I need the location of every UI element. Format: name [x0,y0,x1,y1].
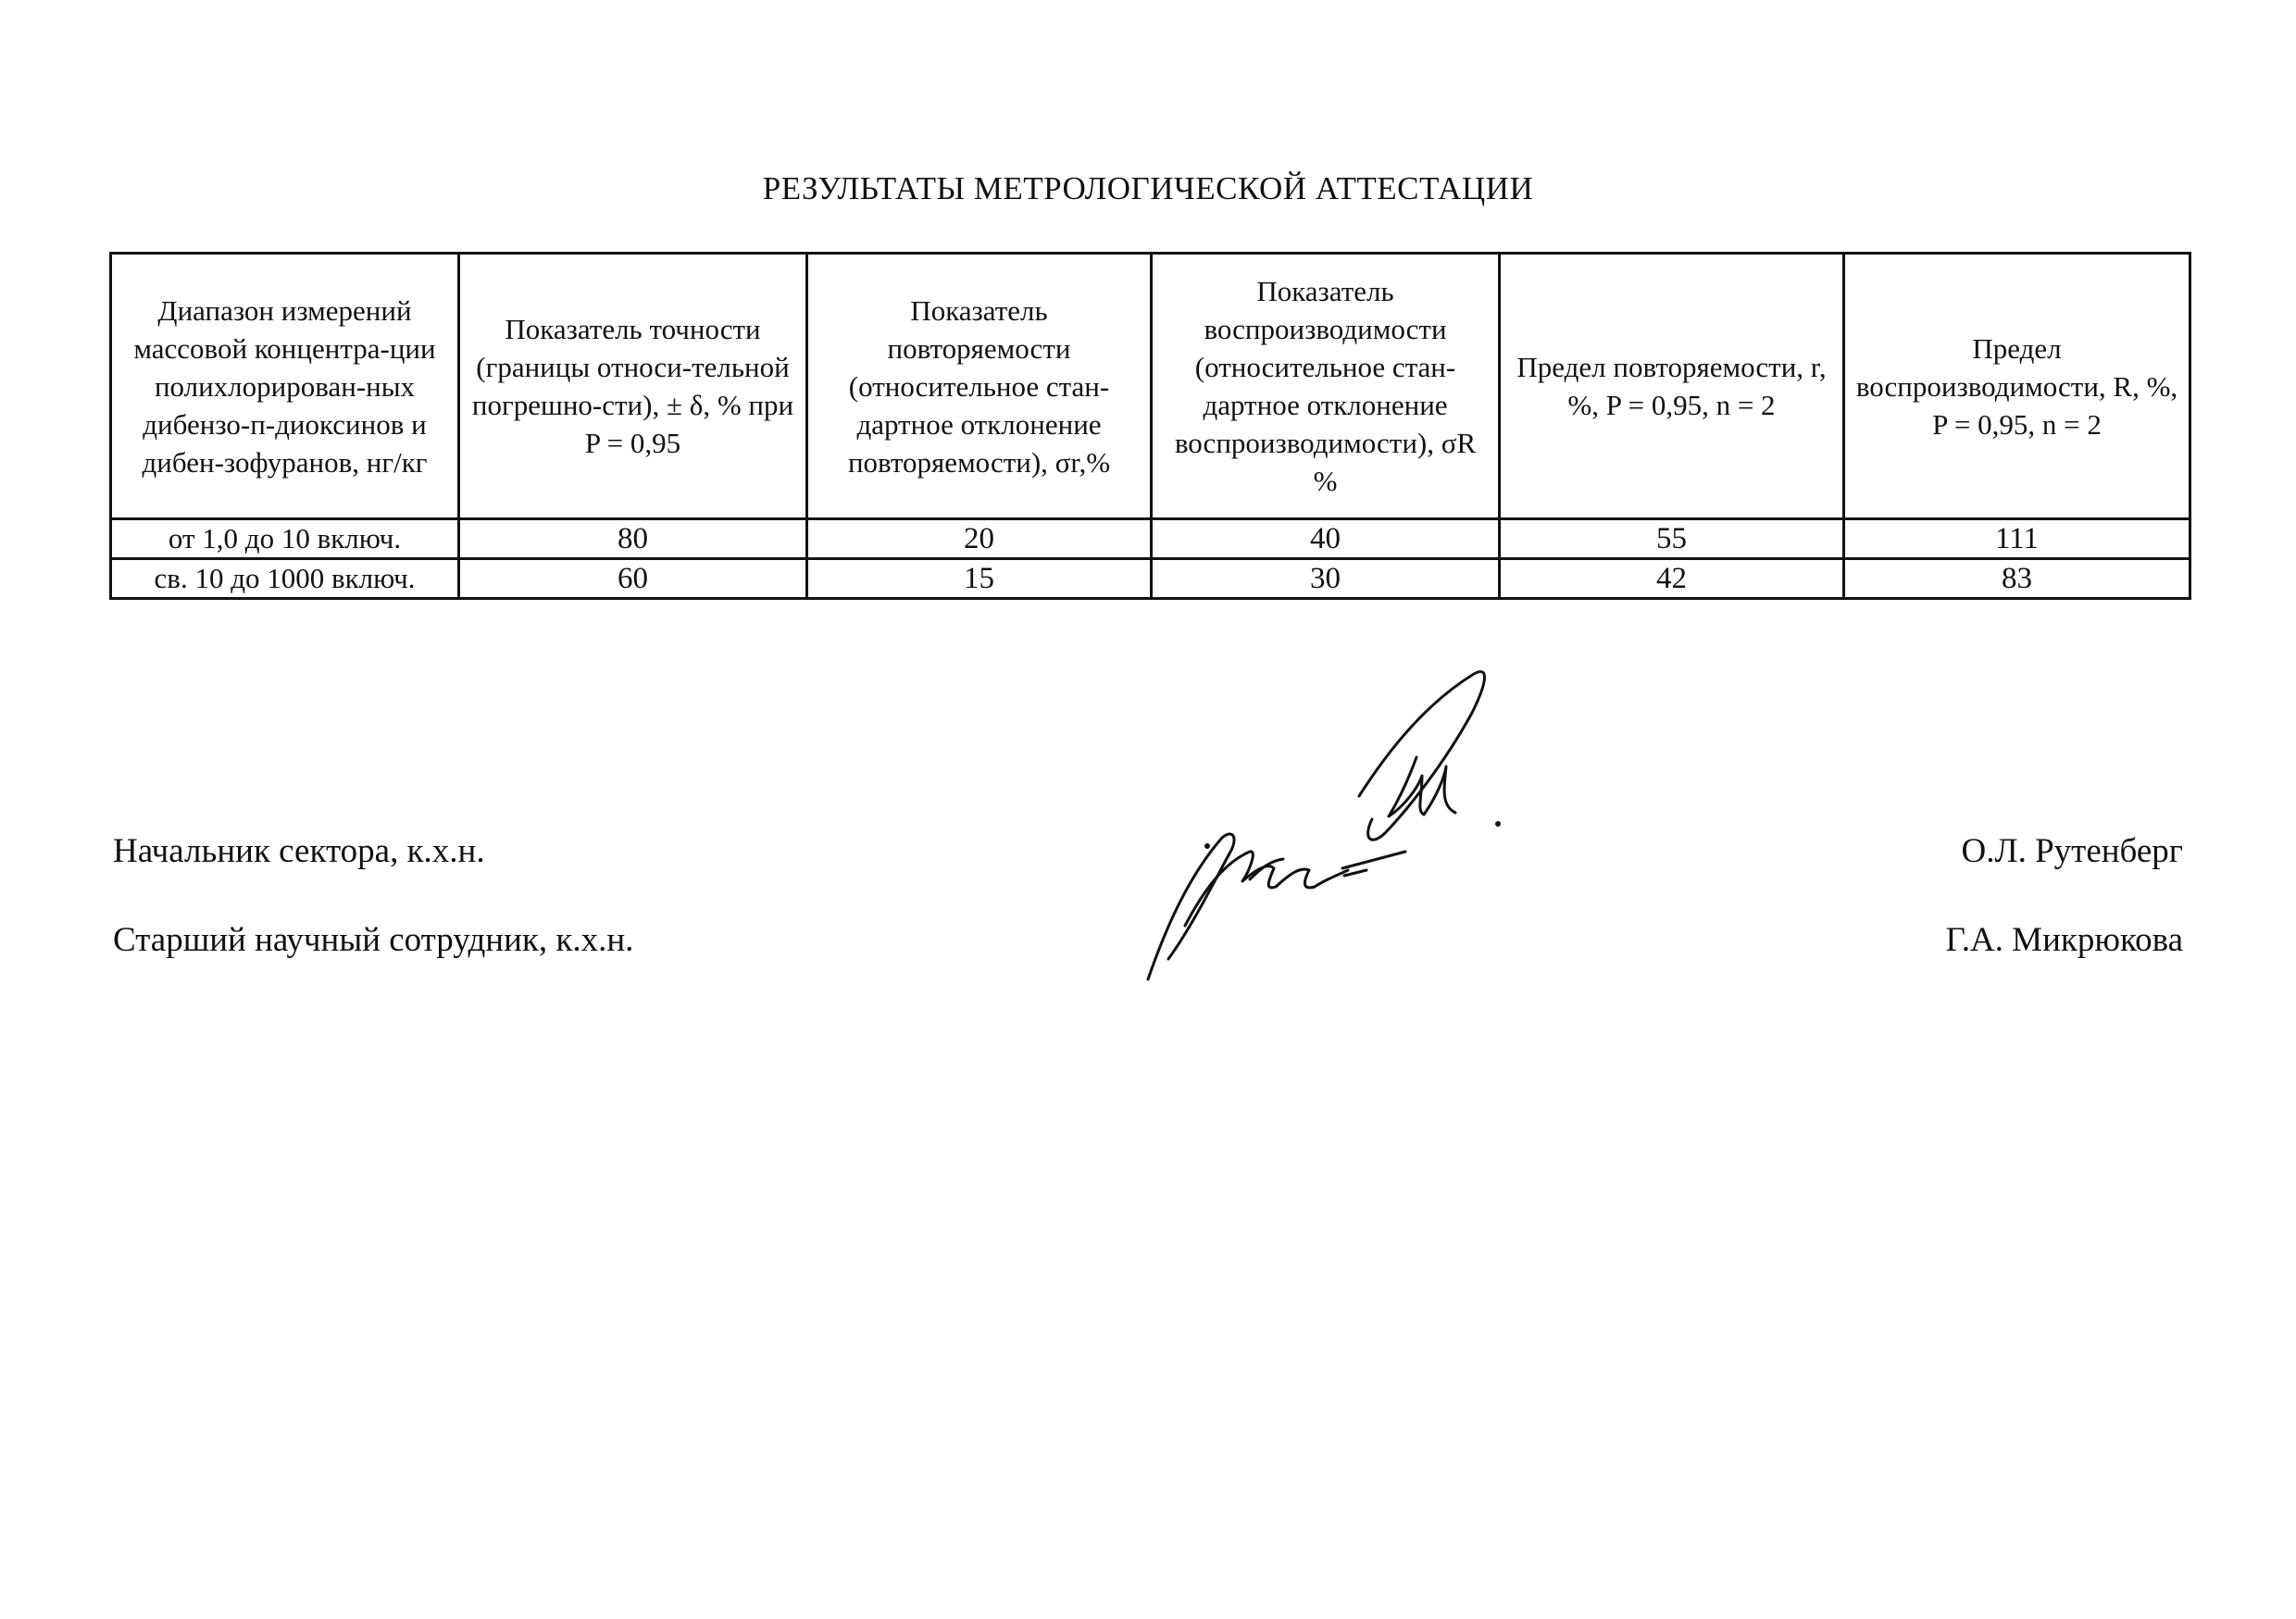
signatory-2-position: Старший научный сотрудник, к.х.н. [113,921,634,959]
header-reproducibility-index: Показатель воспроизводимости (относительное стан-дартное отклонение воспроизводимости), σR % [1152,254,1500,519]
cell-reproducibility-limit: 83 [1844,559,2190,599]
results-table [109,252,2191,600]
header-measurement-range: Диапазон измерений массовой концентра-ции полихлорирован-ных дибензо-п-диоксинов и дибен-зофуранов, нг/кг [111,254,459,519]
cell-range: св. 10 до 1000 включ. [111,559,459,599]
signatory-2-name: Г.А. Микрюкова [1945,921,2183,959]
table-row [111,519,2190,559]
cell-reproducibility: 30 [1152,559,1500,599]
table-row [111,559,2190,599]
cell-repeatability: 20 [807,519,1152,559]
signatory-1-name: О.Л. Рутенберг [1961,832,2183,870]
header-reproducibility-limit: Предел воспроизводимости, R, %, P = 0,95, n = 2 [1844,254,2190,519]
cell-reproducibility: 40 [1152,519,1500,559]
cell-repeatability-limit: 42 [1500,559,1844,599]
header-repeatability-index: Показатель повторяемости (относительное стан-дартное отклонение повторяемости), σr,% [807,254,1152,519]
header-accuracy-index: Показатель точности (границы относи-тельной погрешно-сти), ± δ, % при P = 0,95 [459,254,807,519]
header-repeatability-limit: Предел повторяемости, r, %, P = 0,95, n = 2 [1500,254,1844,519]
cell-repeatability: 15 [807,559,1152,599]
cell-range: от 1,0 до 10 включ. [111,519,459,559]
signatory-1-position: Начальник сектора, к.х.н. [113,832,485,870]
table-header-row [111,254,2190,519]
handwritten-signature [1111,648,1592,1000]
cell-repeatability-limit: 55 [1500,519,1844,559]
cell-accuracy: 80 [459,519,807,559]
cell-accuracy: 60 [459,559,807,599]
document-title: РЕЗУЛЬТАТЫ МЕТРОЛОГИЧЕСКОЙ АТТЕСТАЦИИ [762,170,1534,206]
cell-reproducibility-limit: 111 [1844,519,2190,559]
